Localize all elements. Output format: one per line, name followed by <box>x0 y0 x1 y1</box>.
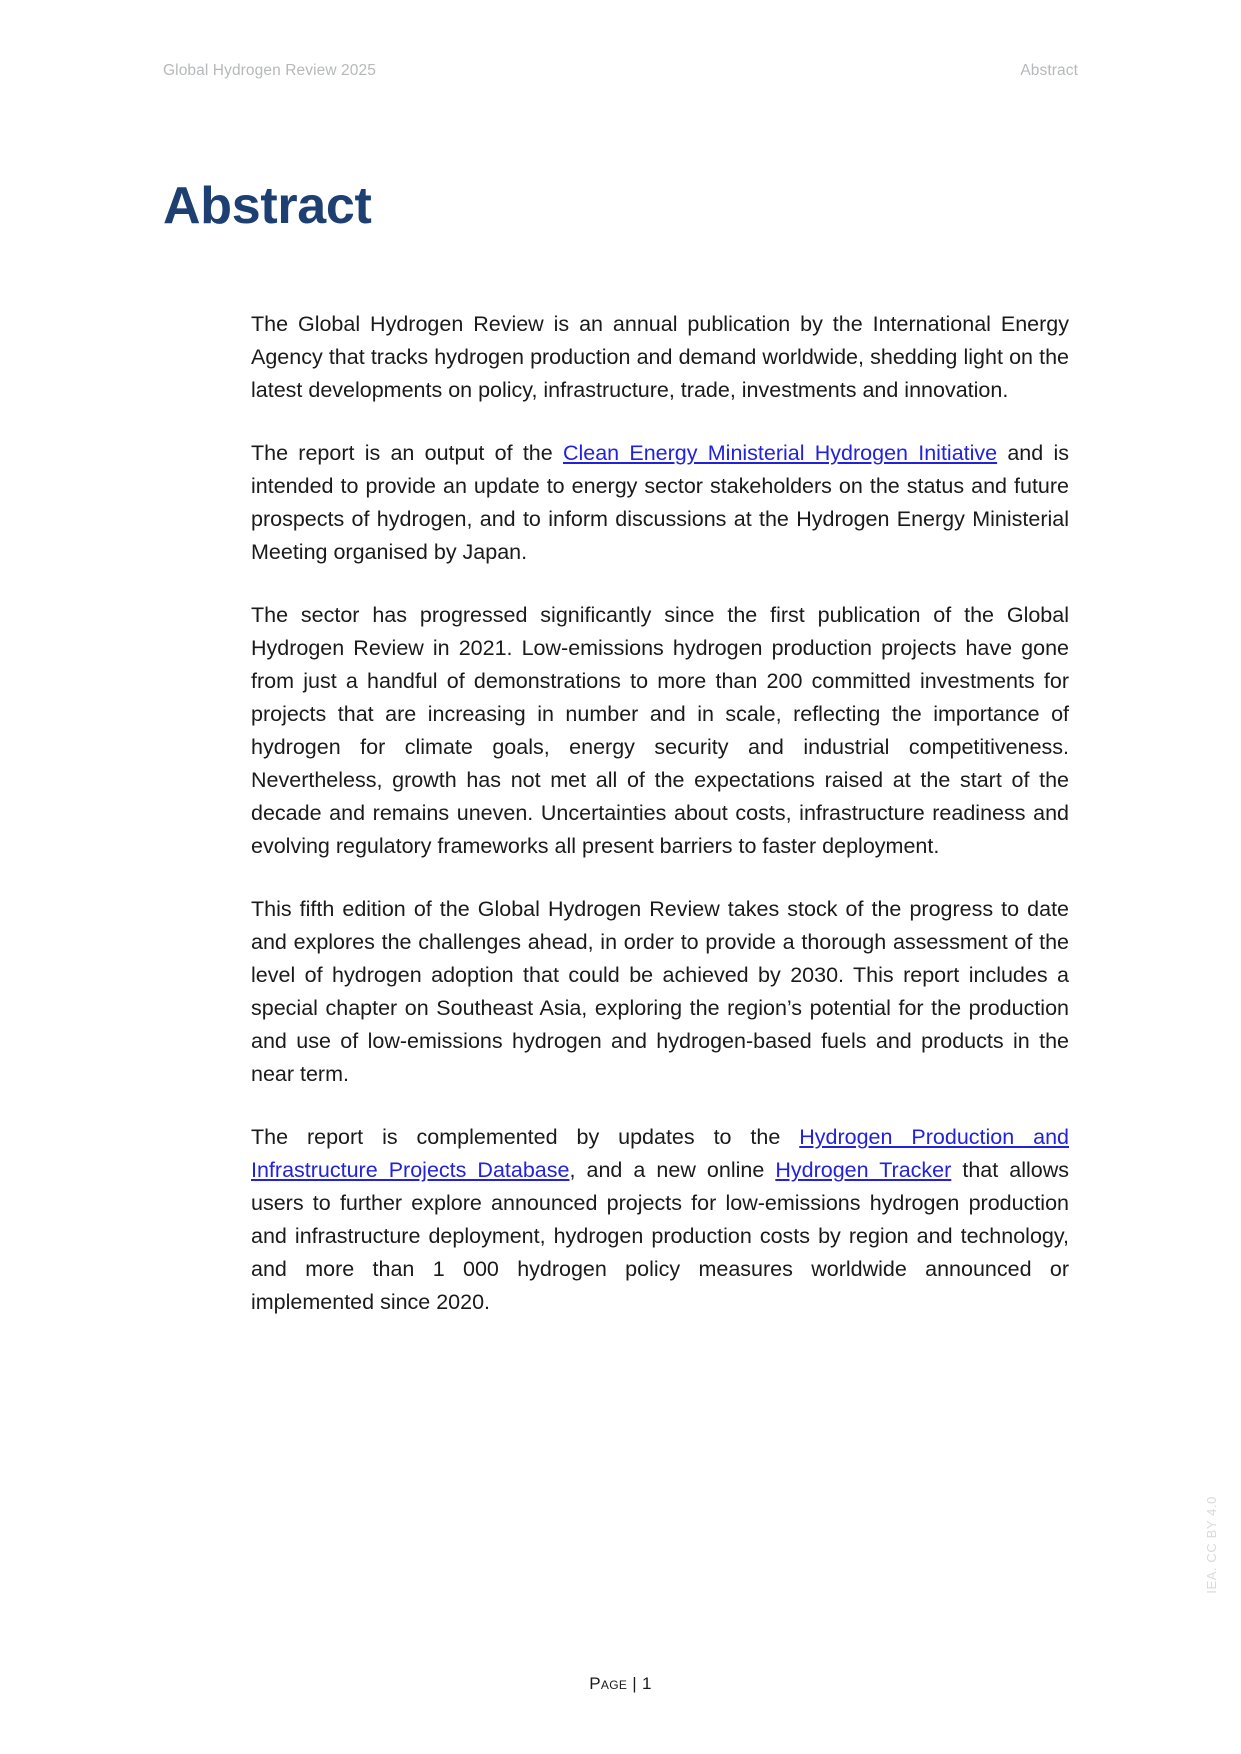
paragraph-5-mid: , and a new online <box>569 1158 776 1182</box>
page-title: Abstract <box>163 176 372 235</box>
paragraph-4 <box>251 893 1069 1091</box>
link-clean-energy-ministerial-hydrogen-initiative[interactable]: Clean Energy Ministerial Hydrogen Initiative <box>562 441 998 465</box>
page-number: Page | 1 <box>589 1674 652 1693</box>
paragraph-3-text: The sector has progressed significantly since the first publication of the Global Hydrogen Review in 2021. Low-emissions hydrogen production projects have gone from just a handful of demonstrations to more than 200 committed investments for projects that are increasing in number and in scale, reflecting the importance of hydrogen for climate goals, energy security and industrial competitiveness. Nevertheless, growth has not met all of the expectations raised at the start of the decade and remains uneven. Uncertainties about costs, infrastructure readiness and evolving regulatory frameworks all present barriers to faster deployment. <box>251 603 1069 858</box>
paragraph-4-text: This fifth edition of the Global Hydrogen Review takes stock of the progress to date and explores the challenges ahead, in order to provide a thorough assessment of the level of hydrogen adoption that could be achieved by 2030. This report includes a special chapter on Southeast Asia, exploring the region’s potential for the production and use of low-emissions hydrogen and hydrogen-based fuels and products in the near term. <box>251 897 1069 1086</box>
paragraph-2 <box>251 437 1069 569</box>
link-hydrogen-tracker[interactable]: Hydrogen Tracker <box>775 1158 952 1182</box>
paragraph-1-text: The Global Hydrogen Review is an annual publication by the International Energy Agency that tracks hydrogen production and demand worldwide, shedding light on the latest developments on policy, infrastructure, trade, investments and innovation. <box>251 312 1069 402</box>
running-header-left: Global Hydrogen Review 2025 <box>163 62 376 79</box>
paragraph-2-lead: The report is an output of the <box>251 441 563 465</box>
copyright-credit: IEA. CC BY 4.0 <box>1204 1496 1219 1594</box>
paragraph-2-tail: and is intended to provide an update to energy sector stakeholders on the status and future prospects of hydrogen, and to inform discussions at the Hydrogen Energy Ministerial Meeting organised by Japan. <box>251 441 1069 564</box>
running-header <box>163 62 1078 80</box>
link-hydrogen-production-and-infrastructure-projects-database[interactable]: Hydrogen Production and Infrastructure Projects Database <box>251 1125 1069 1182</box>
paragraph-5 <box>251 1121 1069 1319</box>
page-footer <box>0 1634 1241 1754</box>
paragraph-5-lead: The report is complemented by updates to the <box>251 1125 800 1149</box>
paragraph-1 <box>251 308 1069 407</box>
running-header-right: Abstract <box>1020 62 1078 79</box>
paragraph-3 <box>251 599 1069 863</box>
paragraph-5-tail: that allows users to further explore announced projects for low-emissions hydrogen production and infrastructure deployment, hydrogen production costs by region and technology, and more than 1 000 hydrogen policy measures worldwide announced or implemented since 2020. <box>251 1158 1069 1314</box>
abstract-body <box>251 308 1069 1319</box>
